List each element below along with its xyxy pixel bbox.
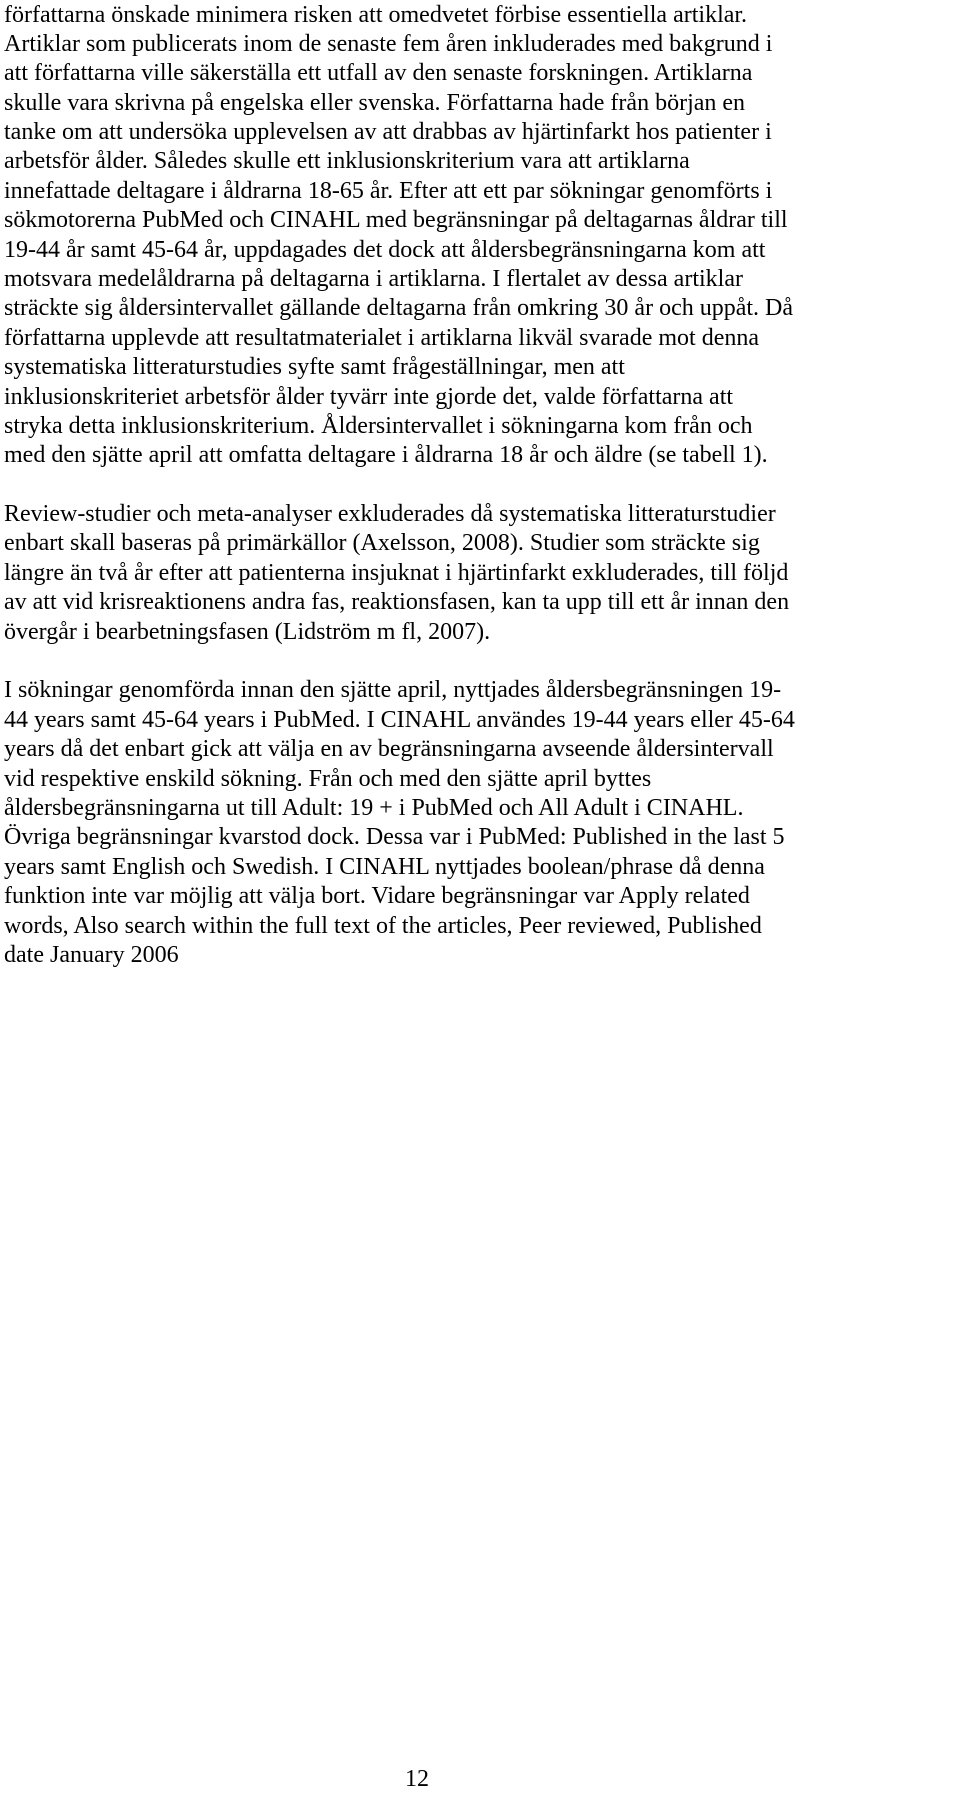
text-line: stryka detta inklusionskriterium. Åldersintervallet i sökningarna kom från och <box>4 413 753 439</box>
page-number-text: 12 <box>405 1766 429 1792</box>
text-line: att författarna ville säkerställa ett utfall av den senaste forskningen. Artiklarna <box>4 60 753 86</box>
text-line: längre än två år efter att patienterna insjuknat i hjärtinfarkt exkluderades, till följd <box>4 560 789 586</box>
text-line: 44 years samt 45-64 years i PubMed. I CINAHL användes 19-44 years eller 45-64 <box>4 707 795 733</box>
text-line: systematiska litteraturstudies syfte samt frågeställningar, men att <box>4 354 625 380</box>
text-line: Artiklar som publicerats inom de senaste fem åren inkluderades med bakgrund i <box>4 31 773 57</box>
text-line: Övriga begränsningar kvarstod dock. Dessa var i PubMed: Published in the last 5 <box>4 824 785 850</box>
text-line: years då det enbart gick att välja en av begränsningarna avseende åldersintervall <box>4 736 774 762</box>
text-line: funktion inte var möjlig att välja bort. Vidare begränsningar var Apply related <box>4 883 750 909</box>
text-line: tanke om att undersöka upplevelsen av att drabbas av hjärtinfarkt hos patienter i <box>4 119 772 145</box>
text-line: enbart skall baseras på primärkällor (Axelsson, 2008). Studier som sträckte sig <box>4 530 760 556</box>
text-line: av att vid krisreaktionens andra fas, reaktionsfasen, kan ta upp till ett år innan den <box>4 589 790 615</box>
text-line: sträckte sig åldersintervallet gällande deltagarna från omkring 30 år och uppåt. Då <box>4 295 794 321</box>
text-line: vid respektive enskild sökning. Från och med den sjätte april byttes <box>4 766 652 792</box>
text-line: skulle vara skrivna på engelska eller svenska. Författarna hade från början en <box>4 90 746 116</box>
text-line: åldersbegränsningarna ut till Adult: 19 + i PubMed och All Adult i CINAHL. <box>4 795 744 821</box>
text-line: med den sjätte april att omfatta deltagare i åldrarna 18 år och äldre (se tabell 1). <box>4 442 768 468</box>
text-line: date January 2006 <box>4 942 179 968</box>
text-line: I sökningar genomförda innan den sjätte april, nyttjades åldersbegränsningen 19- <box>4 677 782 703</box>
text-line: sökmotorerna PubMed och CINAHL med begränsningar på deltagarnas åldrar till <box>4 207 788 233</box>
text-line: inklusionskriteriet arbetsför ålder tyvärr inte gjorde det, valde författarna att <box>4 384 734 410</box>
text-line: övergår i bearbetningsfasen (Lidström m fl, 2007). <box>4 619 491 645</box>
text-line: words, Also search within the full text of the articles, Peer reviewed, Published <box>4 913 762 939</box>
text-line: författarna önskade minimera risken att omedvetet förbise essentiella artiklar. <box>4 2 748 28</box>
text-line: innefattade deltagare i åldrarna 18-65 år. Efter att ett par sökningar genomförts i <box>4 178 773 204</box>
text-line: years samt English och Swedish. I CINAHL nyttjades boolean/phrase då denna <box>4 854 765 880</box>
text-line: 19-44 år samt 45-64 år, uppdagades det dock att åldersbegränsningarna kom att <box>4 237 766 263</box>
text-line: Review-studier och meta-analyser exkluderades då systematiska litteraturstudier <box>4 501 776 527</box>
text-line: motsvara medelåldrarna på deltagarna i artiklarna. I flertalet av dessa artiklar <box>4 266 743 292</box>
text-line: författarna upplevde att resultatmaterialet i artiklarna likväl svarade mot denna <box>4 325 760 351</box>
text-line: arbetsför ålder. Således skulle ett inklusionskriterium vara att artiklarna <box>4 148 690 174</box>
